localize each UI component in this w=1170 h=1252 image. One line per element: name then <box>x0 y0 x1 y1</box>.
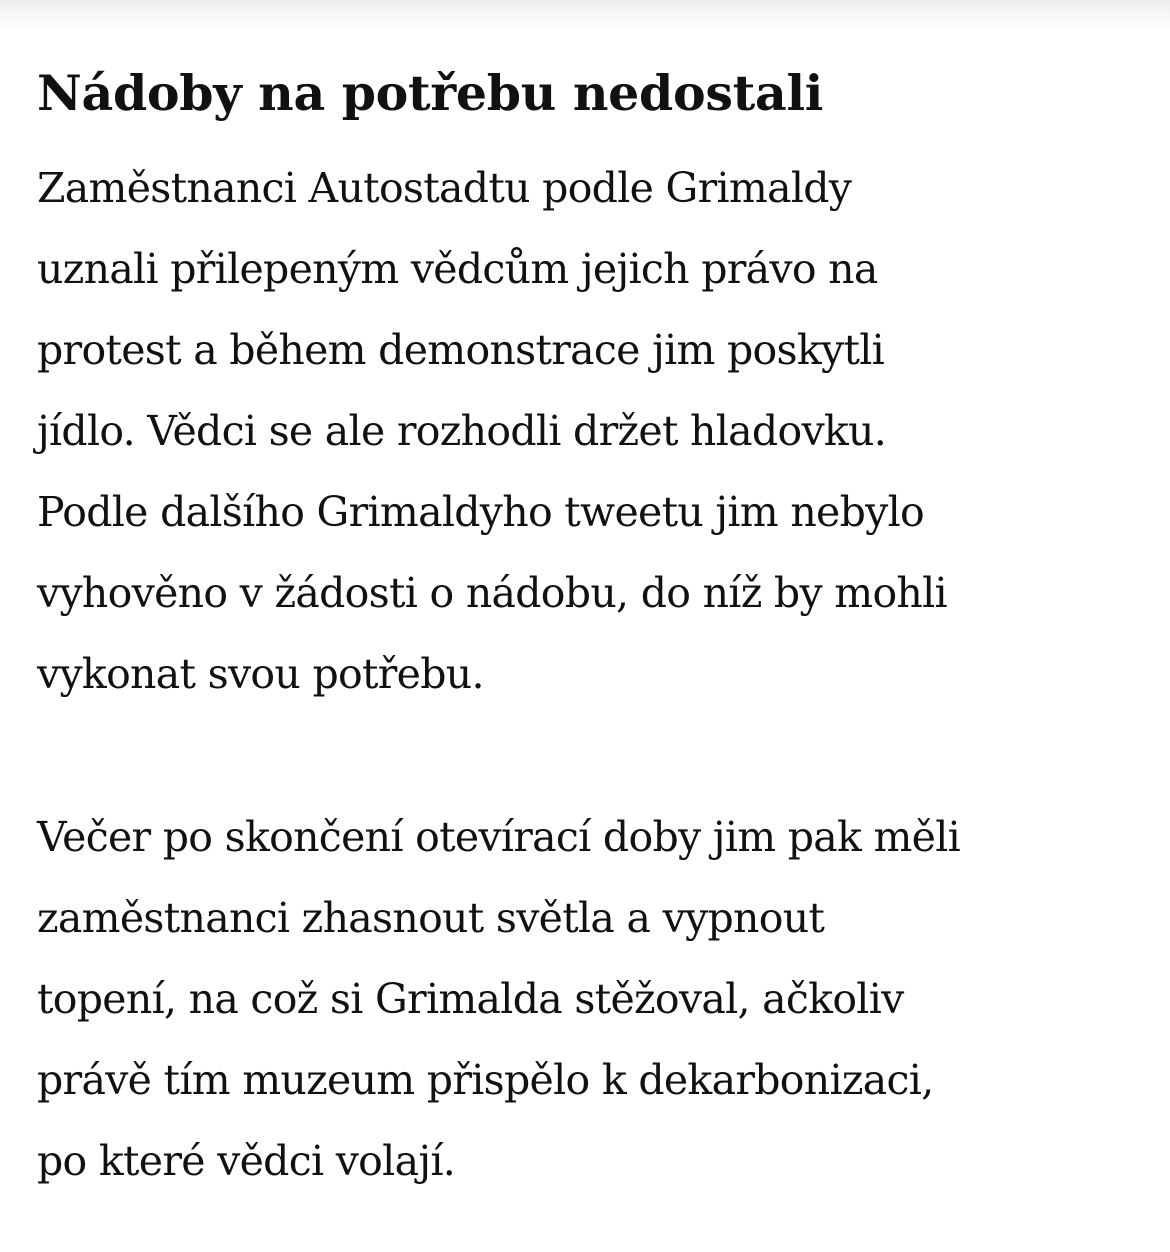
paragraph-line: vykonat svou potřebu. <box>37 650 484 698</box>
paragraph-line: topení, na což si Grimalda stěžoval, ačkoliv <box>37 975 904 1023</box>
paragraph-line: Zaměstnanci Autostadtu podle Grimaldy <box>37 164 852 212</box>
paragraph-line: Podle dalšího Grimaldyho tweetu jim nebylo <box>37 488 924 536</box>
section-heading: Nádoby na potřebu nedostali <box>37 64 824 122</box>
paragraph-line: protest a během demonstrace jim poskytli <box>37 326 885 374</box>
paragraph-line: vyhověno v žádosti o nádobu, do níž by mohli <box>37 569 947 617</box>
article-section <box>37 52 1147 1202</box>
paragraph-line: právě tím muzeum přispělo k dekarbonizaci, <box>37 1056 934 1104</box>
paragraph-line: uznali přilepeným vědcům jejich právo na <box>37 245 878 293</box>
paragraph-line: Večer po skončení otevírací doby jim pak měli <box>37 813 961 861</box>
paragraph-line: po které vědci volají. <box>37 1137 456 1185</box>
paragraph-line: jídlo. Vědci se ale rozhodli držet hladovku. <box>37 407 887 455</box>
paragraph-line: zaměstnanci zhasnout světla a vypnout <box>37 894 825 942</box>
paragraph-2 <box>37 797 1147 1202</box>
top-shadow <box>0 0 1170 30</box>
paragraph-1 <box>37 148 1147 715</box>
